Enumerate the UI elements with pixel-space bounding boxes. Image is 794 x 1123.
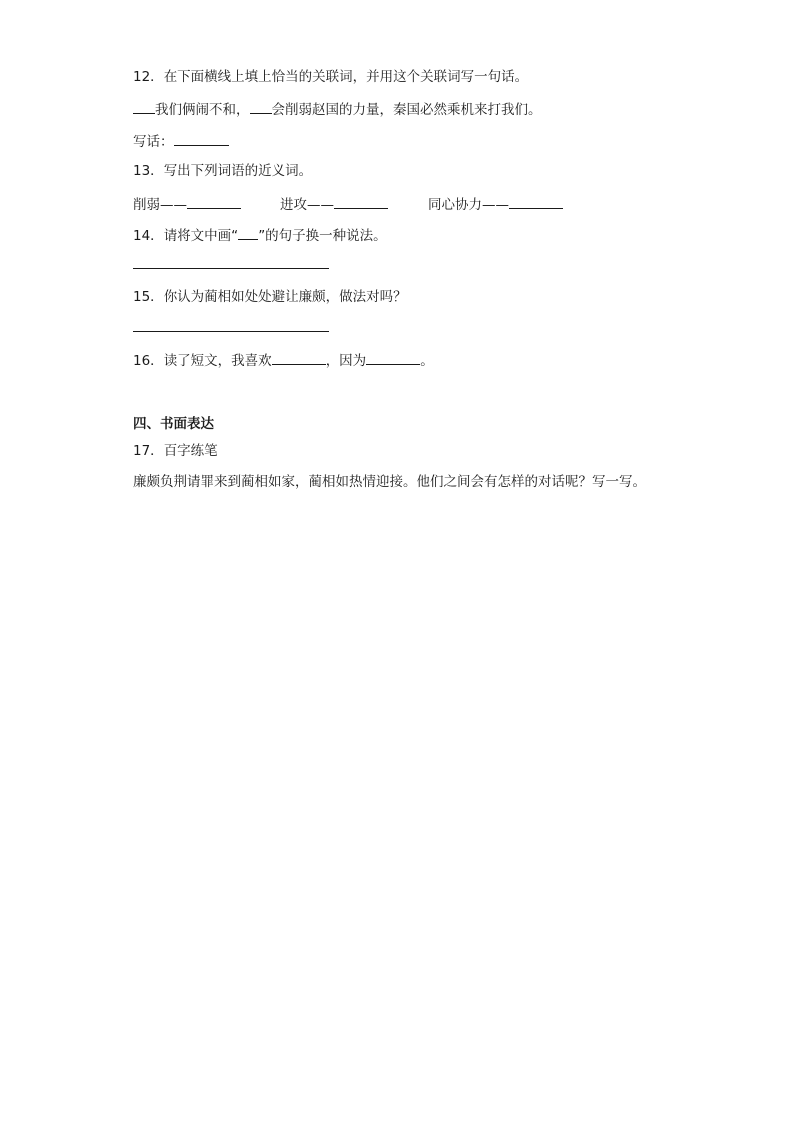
question-number: 14． [133, 228, 164, 244]
question-number: 12． [133, 69, 164, 85]
question-number: 13． [133, 163, 164, 179]
answer-blank[interactable] [272, 350, 326, 365]
question-16-prompt [133, 350, 434, 368]
question-text: ”的句子换一种说法。 [258, 228, 387, 244]
question-17-title [133, 442, 218, 460]
word-item: 进攻—— [280, 197, 334, 213]
sentence-text: 会削弱赵国的力量，秦国必然乘机来打我们。 [271, 102, 542, 118]
question-12-write [133, 131, 229, 149]
question-13-prompt [133, 162, 312, 180]
word-item: 削弱—— [133, 197, 187, 213]
question-12-sentence [133, 99, 542, 117]
question-text: 百字练笔 [163, 443, 218, 459]
question-number: 16． [133, 353, 164, 369]
question-text: ，因为 [325, 353, 367, 369]
write-label: 写话： [133, 134, 174, 150]
question-text: 写出下列词语的近义词。 [163, 163, 313, 179]
answer-line[interactable] [133, 268, 329, 269]
answer-blank[interactable] [334, 194, 388, 209]
answer-blank[interactable] [187, 194, 241, 209]
answer-blank[interactable] [509, 194, 563, 209]
section-heading: 四、书面表达 [133, 416, 214, 432]
sentence-text: 我们俩闹不和， [155, 102, 250, 118]
question-number: 15． [133, 289, 164, 305]
question-text: 你认为蔺相如处处避让廉颇，做法对吗？ [163, 289, 407, 305]
question-number: 17． [133, 443, 164, 459]
fill-blank[interactable] [133, 99, 155, 114]
question-13-words [133, 194, 563, 212]
question-text: 在下面横线上填上恰当的关联词，并用这个关联词写一句话。 [163, 69, 529, 85]
question-15-prompt [133, 288, 407, 306]
answer-blank[interactable] [174, 131, 229, 146]
question-17-prompt: 廉颇负荆请罪来到蔺相如家，蔺相如热情迎接。他们之间会有怎样的对话呢？写一写。 [133, 474, 646, 490]
question-14-prompt [133, 225, 387, 243]
fill-blank[interactable] [250, 99, 272, 114]
question-text: 请将文中画“ [163, 228, 239, 244]
question-text: 读了短文，我喜欢 [163, 353, 272, 369]
question-text: 。 [420, 353, 434, 369]
underline-mark [238, 225, 258, 240]
answer-blank[interactable] [366, 350, 420, 365]
word-item: 同心协力—— [428, 197, 509, 213]
answer-line[interactable] [133, 331, 329, 332]
question-12-prompt [133, 68, 528, 86]
